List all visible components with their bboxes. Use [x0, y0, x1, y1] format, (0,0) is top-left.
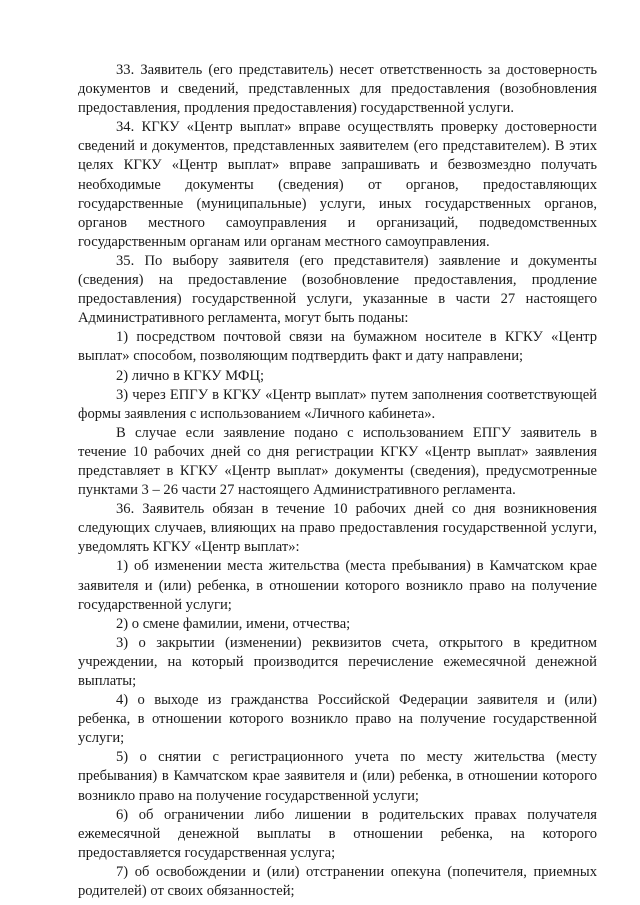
list-item-36-4: 4) о выходе из гражданства Российской Федерации заявителя и (или) ребенка, в отношении которого возникло право на получение государственной услуги; — [78, 692, 597, 747]
list-item-35-2: 2) лично в КГКУ МФЦ; — [116, 367, 265, 384]
list-item-36-3: 3) о закрытии (изменении) реквизитов счета, открытого в кредитном учреждении, на который производится перечисление ежемесячной денежной выплаты; — [78, 634, 597, 689]
list-item-36-5: 5) о снятии с регистрационного учета по месту жительства (месту пребывания) в Камчатском крае заявителя и (или) ребенка, в отношении которого возникло право на получение государственной услуги; — [78, 749, 597, 804]
paragraph-34: 34. КГКУ «Центр выплат» вправе осуществлять проверку достоверности сведений и документов, представленных заявителем (его представителем). В этих целях КГКУ «Центр выплат» вправе запрашивать и безвозмездно получать необходимые документы (сведения) от органов, предоставляющих государственные (муниципальные) услуги, иных государственных органов, органов местного самоуправления и организаций, подведомственных государственным органам или органам местного самоуправления. — [78, 119, 597, 250]
paragraph-33: 33. Заявитель (его представитель) несет ответственность за достоверность документов и сведений, представленных для предоставления (возобновления предоставления, продления предоставления) государственной услуги. — [78, 62, 597, 117]
list-item-36-6: 6) об ограничении либо лишении в родительских правах получателя ежемесячной денежной выплаты в отношении ребенка, на которого предоставляется государственная услуга; — [78, 806, 597, 861]
paragraph-36: 36. Заявитель обязан в течение 10 рабочих дней со дня возникновения следующих случаев, влияющих на право предоставления государственной услуги, уведомлять КГКУ «Центр выплат»: — [78, 501, 597, 556]
list-item-36-1: 1) об изменении места жительства (места пребывания) в Камчатском крае заявителя и (или) ребенка, в отношении которого возникло право на получение государственной услуги; — [78, 558, 597, 613]
list-item-36-7: 7) об освобождении и (или) отстранении опекуна (попечителя, приемных родителей) от своих обязанностей; — [78, 863, 597, 900]
list-item-35-1: 1) посредством почтовой связи на бумажном носителе в КГКУ «Центр выплат» способом, позволяющим подтвердить факт и дату направлени; — [78, 329, 597, 365]
document-body — [78, 61, 597, 901]
paragraph-35: 35. По выбору заявителя (его представителя) заявление и документы (сведения) на предоставление (возобновление предоставления, продление предоставления) государственной услуги, указанные в части 27 настоящего Административного регламента, могут быть поданы: — [78, 252, 597, 327]
paragraph-epgu-note: В случае если заявление подано с использованием ЕПГУ заявитель в течение 10 рабочих дней со дня регистрации КГКУ «Центр выплат» заявления представляет в КГКУ «Центр выплат» документы (сведения), предусмотренные пунктами 3 – 26 части 27 настоящего Административного регламента. — [78, 424, 597, 499]
list-item-36-2: 2) о смене фамилии, имени, отчества; — [116, 615, 351, 632]
list-item-35-3: 3) через ЕПГУ в КГКУ «Центр выплат» путем заполнения соответствующей формы заявления с использованием «Личного кабинета». — [78, 386, 597, 422]
